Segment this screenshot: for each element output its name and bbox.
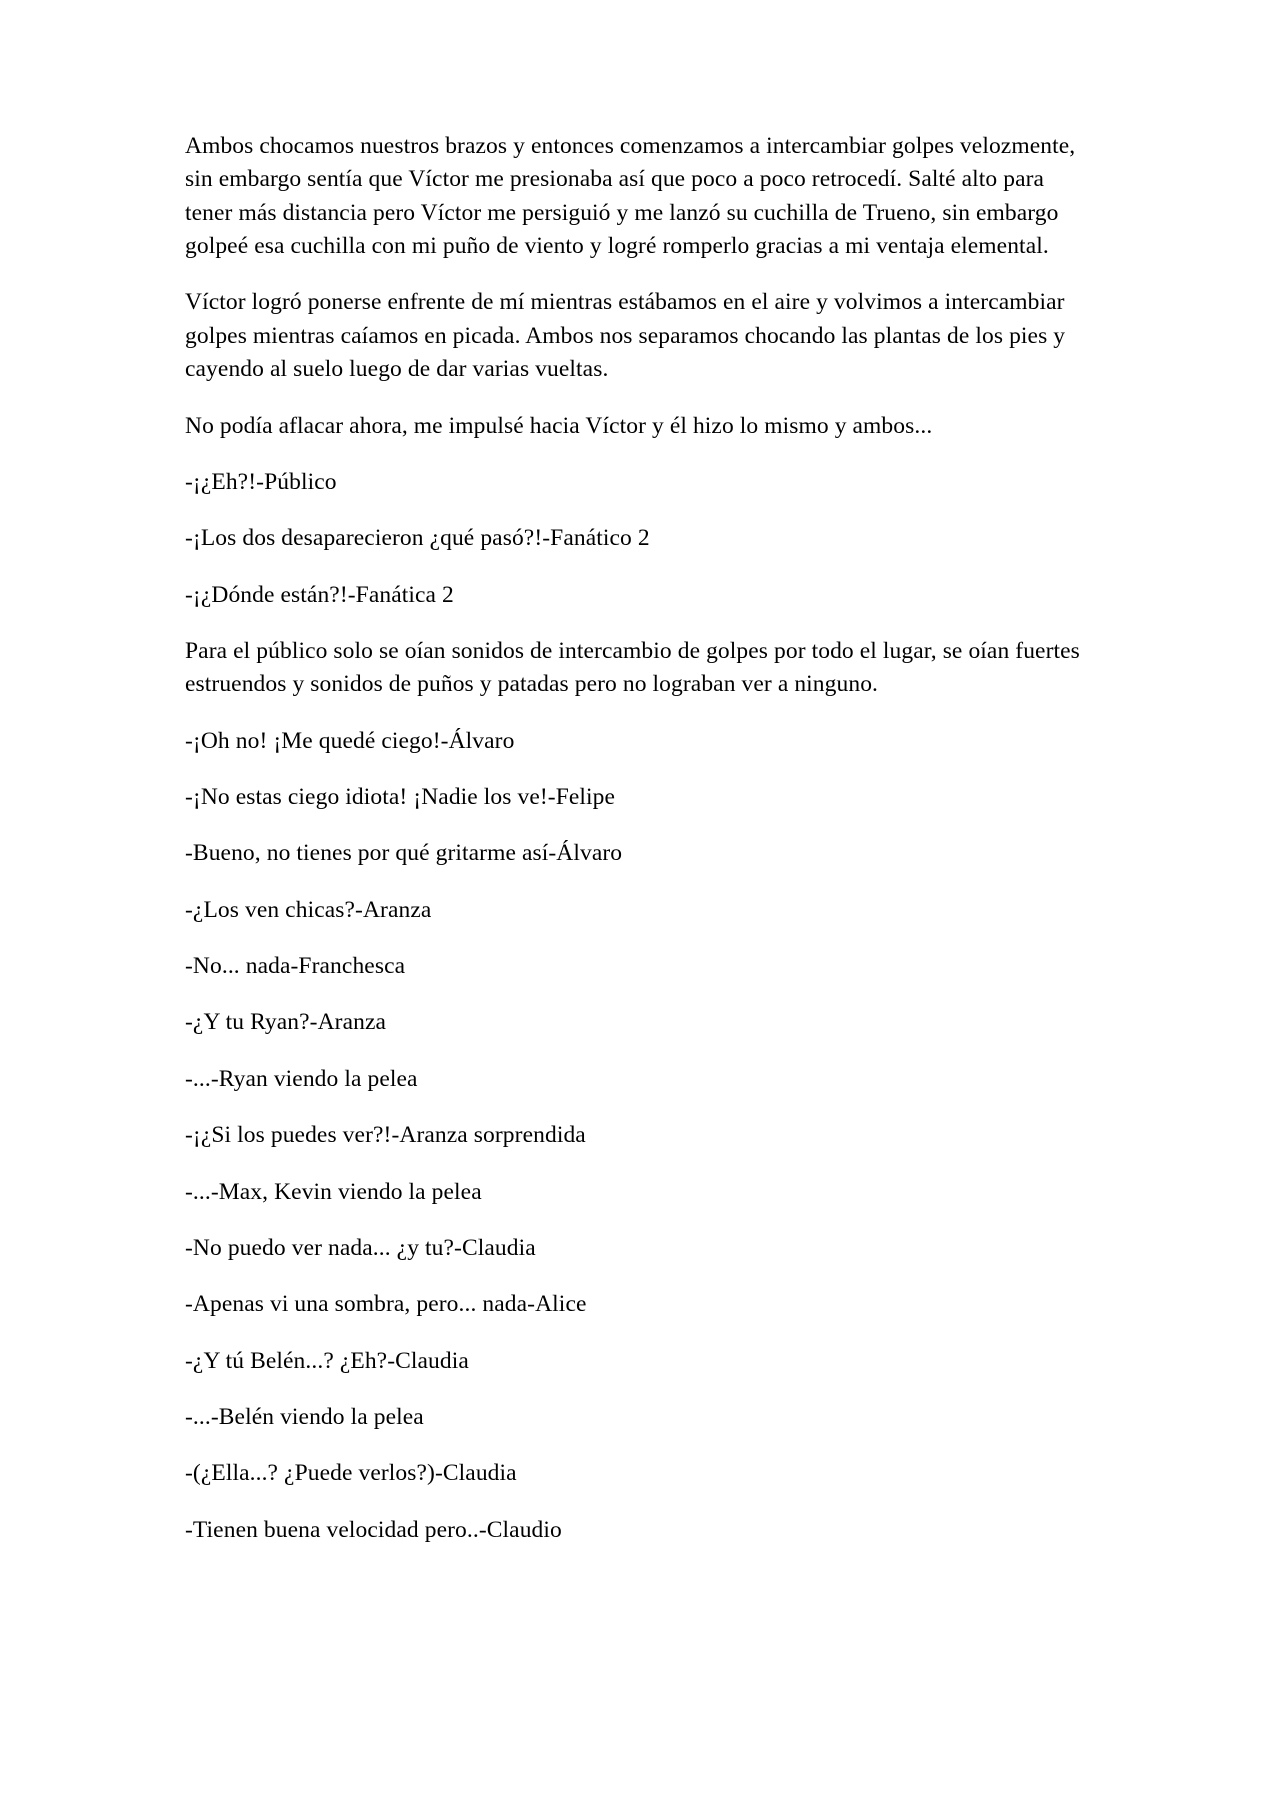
dialogue-line: -¿Los ven chicas?-Aranza [185,896,432,923]
dialogue-line: -(¿Ella...? ¿Puede verlos?)-Claudia [185,1460,517,1487]
dialogue-line: -¡¿Eh?!-Público [185,468,337,495]
document-body [185,130,1095,1547]
dialogue-line: -No puedo ver nada... ¿y tu?-Claudia [185,1234,536,1261]
dialogue-line: -Bueno, no tienes por qué gritarme así-Álvaro [185,840,623,867]
dialogue-line: -¡¿Si los puedes ver?!-Aranza sorprendida [185,1122,586,1149]
paragraph: Víctor logró ponerse enfrente de mí mientras estábamos en el aire y volvimos a intercambiar golpes mientras caíamos en picada. Ambos nos separamos chocando las plantas de los pies y cayendo al suelo luego de dar varias vueltas. [185,289,1066,383]
paragraph: Para el público solo se oían sonidos de intercambio de golpes por todo el lugar, se oían fuertes estruendos y sonidos de puños y patadas pero no lograban ver a ninguno. [185,637,1080,698]
dialogue-line: -...-Max, Kevin viendo la pelea [185,1178,482,1205]
paragraph: Ambos chocamos nuestros brazos y entonces comenzamos a intercambiar golpes velozmente, sin embargo sentía que Víctor me presionaba así que poco a poco retrocedí. Salté alto para tener más distancia pero Víctor me persiguió y me lanzó su cuchilla de Trueno, sin embargo golpeé esa cuchilla con mi puño de viento y logré romperlo gracias a mi ventaja elemental. [185,133,1076,260]
dialogue-line: -...-Ryan viendo la pelea [185,1065,418,1092]
dialogue-line: -¡Oh no! ¡Me quedé ciego!-Álvaro [185,727,515,754]
dialogue-line: -Apenas vi una sombra, pero... nada-Alice [185,1291,587,1318]
dialogue-line: -¿Y tu Ryan?-Aranza [185,1009,387,1036]
dialogue-line: -¡No estas ciego idiota! ¡Nadie los ve!-Felipe [185,784,616,811]
dialogue-line: -¡Los dos desaparecieron ¿qué pasó?!-Fanático 2 [185,525,650,552]
paragraph: No podía aflacar ahora, me impulsé hacia Víctor y él hizo lo mismo y ambos... [185,412,933,439]
dialogue-line: -¡¿Dónde están?!-Fanática 2 [185,581,454,608]
dialogue-line: -¿Y tú Belén...? ¿Eh?-Claudia [185,1347,469,1374]
dialogue-line: -...-Belén viendo la pelea [185,1403,424,1430]
dialogue-line: -Tienen buena velocidad pero..-Claudio [185,1516,562,1543]
dialogue-line: -No... nada-Franchesca [185,953,406,980]
